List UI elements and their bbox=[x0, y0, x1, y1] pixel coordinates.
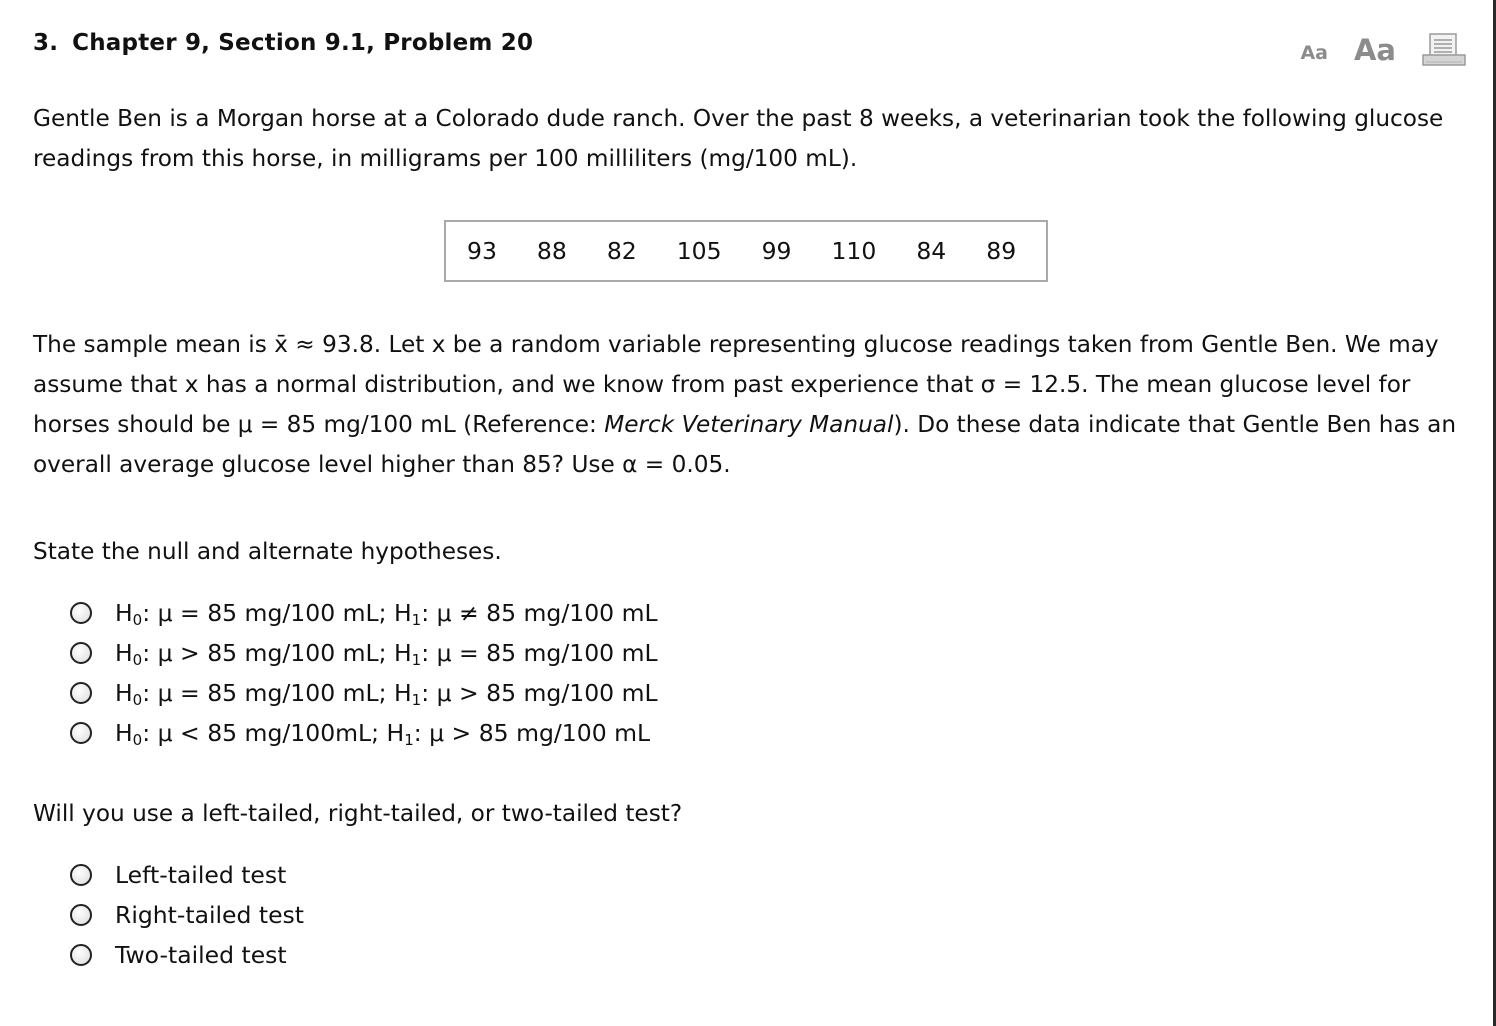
two-tailed-option[interactable] bbox=[70, 935, 304, 975]
print-icon[interactable] bbox=[1422, 33, 1466, 67]
radio-button[interactable] bbox=[70, 904, 92, 926]
left-tailed-option[interactable] bbox=[70, 855, 304, 895]
toolbar bbox=[1300, 30, 1466, 70]
problem-intro: Gentle Ben is a Morgan horse at a Colorado dude ranch. Over the past 8 weeks, a veterinarian took the following glucose readings from this horse, in milligrams per 100 milliliters (mg/100 mL). bbox=[33, 105, 1444, 172]
problem-body-text: The sample mean is x̄ ≈ 93.8. Let x be a random variable representing glucose readings taken from Gentle Ben. We may assume that x has a normal distribution, and we know from past experience that σ = 12.5. The mean glucose level for horses should be μ = 85 mg/100 mL (Reference: bbox=[33, 331, 1439, 438]
problem-body-text-end: ). Do these data indicate that Gentle Ben has an overall average glucose level higher than 85? Use α = 0.05. bbox=[33, 411, 1457, 478]
data-value: 105 bbox=[676, 237, 722, 265]
decrease-font-button[interactable]: Aa bbox=[1300, 42, 1328, 64]
increase-font-button[interactable]: Aa bbox=[1353, 33, 1396, 67]
data-value: 93 bbox=[467, 237, 497, 265]
glucose-data-table bbox=[444, 220, 1048, 282]
data-value: 82 bbox=[606, 237, 637, 265]
hypothesis-text: $H_0$: μ = 85 mg/100 mL; $H_1$: μ > 85 mg/100 mL bbox=[115, 679, 658, 709]
hypothesis-option-1[interactable] bbox=[70, 593, 658, 633]
problem-body bbox=[33, 325, 1463, 485]
right-tailed-option[interactable] bbox=[70, 895, 304, 935]
hypotheses-options bbox=[70, 593, 658, 753]
tail-question: Will you use a left-tailed, right-tailed, or two-tailed test? bbox=[33, 800, 683, 827]
hypotheses-question: State the null and alternate hypotheses. bbox=[33, 538, 502, 565]
radio-button[interactable] bbox=[70, 944, 92, 966]
data-value: 88 bbox=[536, 237, 567, 265]
radio-button[interactable] bbox=[70, 602, 92, 624]
hypothesis-option-3[interactable] bbox=[70, 673, 658, 713]
problem-title bbox=[33, 30, 533, 56]
option-label: Left-tailed test bbox=[115, 861, 287, 889]
hypothesis-text: $H_0$: μ > 85 mg/100 mL; $H_1$: μ = 85 mg/100 mL bbox=[115, 639, 658, 669]
hypothesis-text: $H_0$: μ = 85 mg/100 mL; $H_1$: μ ≠ 85 mg/100 mL bbox=[115, 599, 658, 629]
reference-title: Merck Veterinary Manual bbox=[604, 411, 894, 438]
problem-title-text: Chapter 9, Section 9.1, Problem 20 bbox=[72, 30, 534, 56]
problem-number: 3. bbox=[33, 30, 59, 56]
data-value: 99 bbox=[761, 237, 792, 265]
data-value: 84 bbox=[916, 237, 947, 265]
hypothesis-option-2[interactable] bbox=[70, 633, 658, 673]
radio-button[interactable] bbox=[70, 642, 92, 664]
option-label: Two-tailed test bbox=[115, 941, 287, 969]
radio-button[interactable] bbox=[70, 682, 92, 704]
data-value: 89 bbox=[986, 237, 1017, 265]
data-value: 110 bbox=[831, 237, 877, 265]
radio-button[interactable] bbox=[70, 864, 92, 886]
hypothesis-text: $H_0$: μ < 85 mg/100mL; $H_1$: μ > 85 mg/100 mL bbox=[115, 719, 651, 749]
option-label: Right-tailed test bbox=[115, 901, 305, 929]
hypothesis-option-4[interactable] bbox=[70, 713, 658, 753]
radio-button[interactable] bbox=[70, 722, 92, 744]
tail-options bbox=[70, 855, 304, 975]
